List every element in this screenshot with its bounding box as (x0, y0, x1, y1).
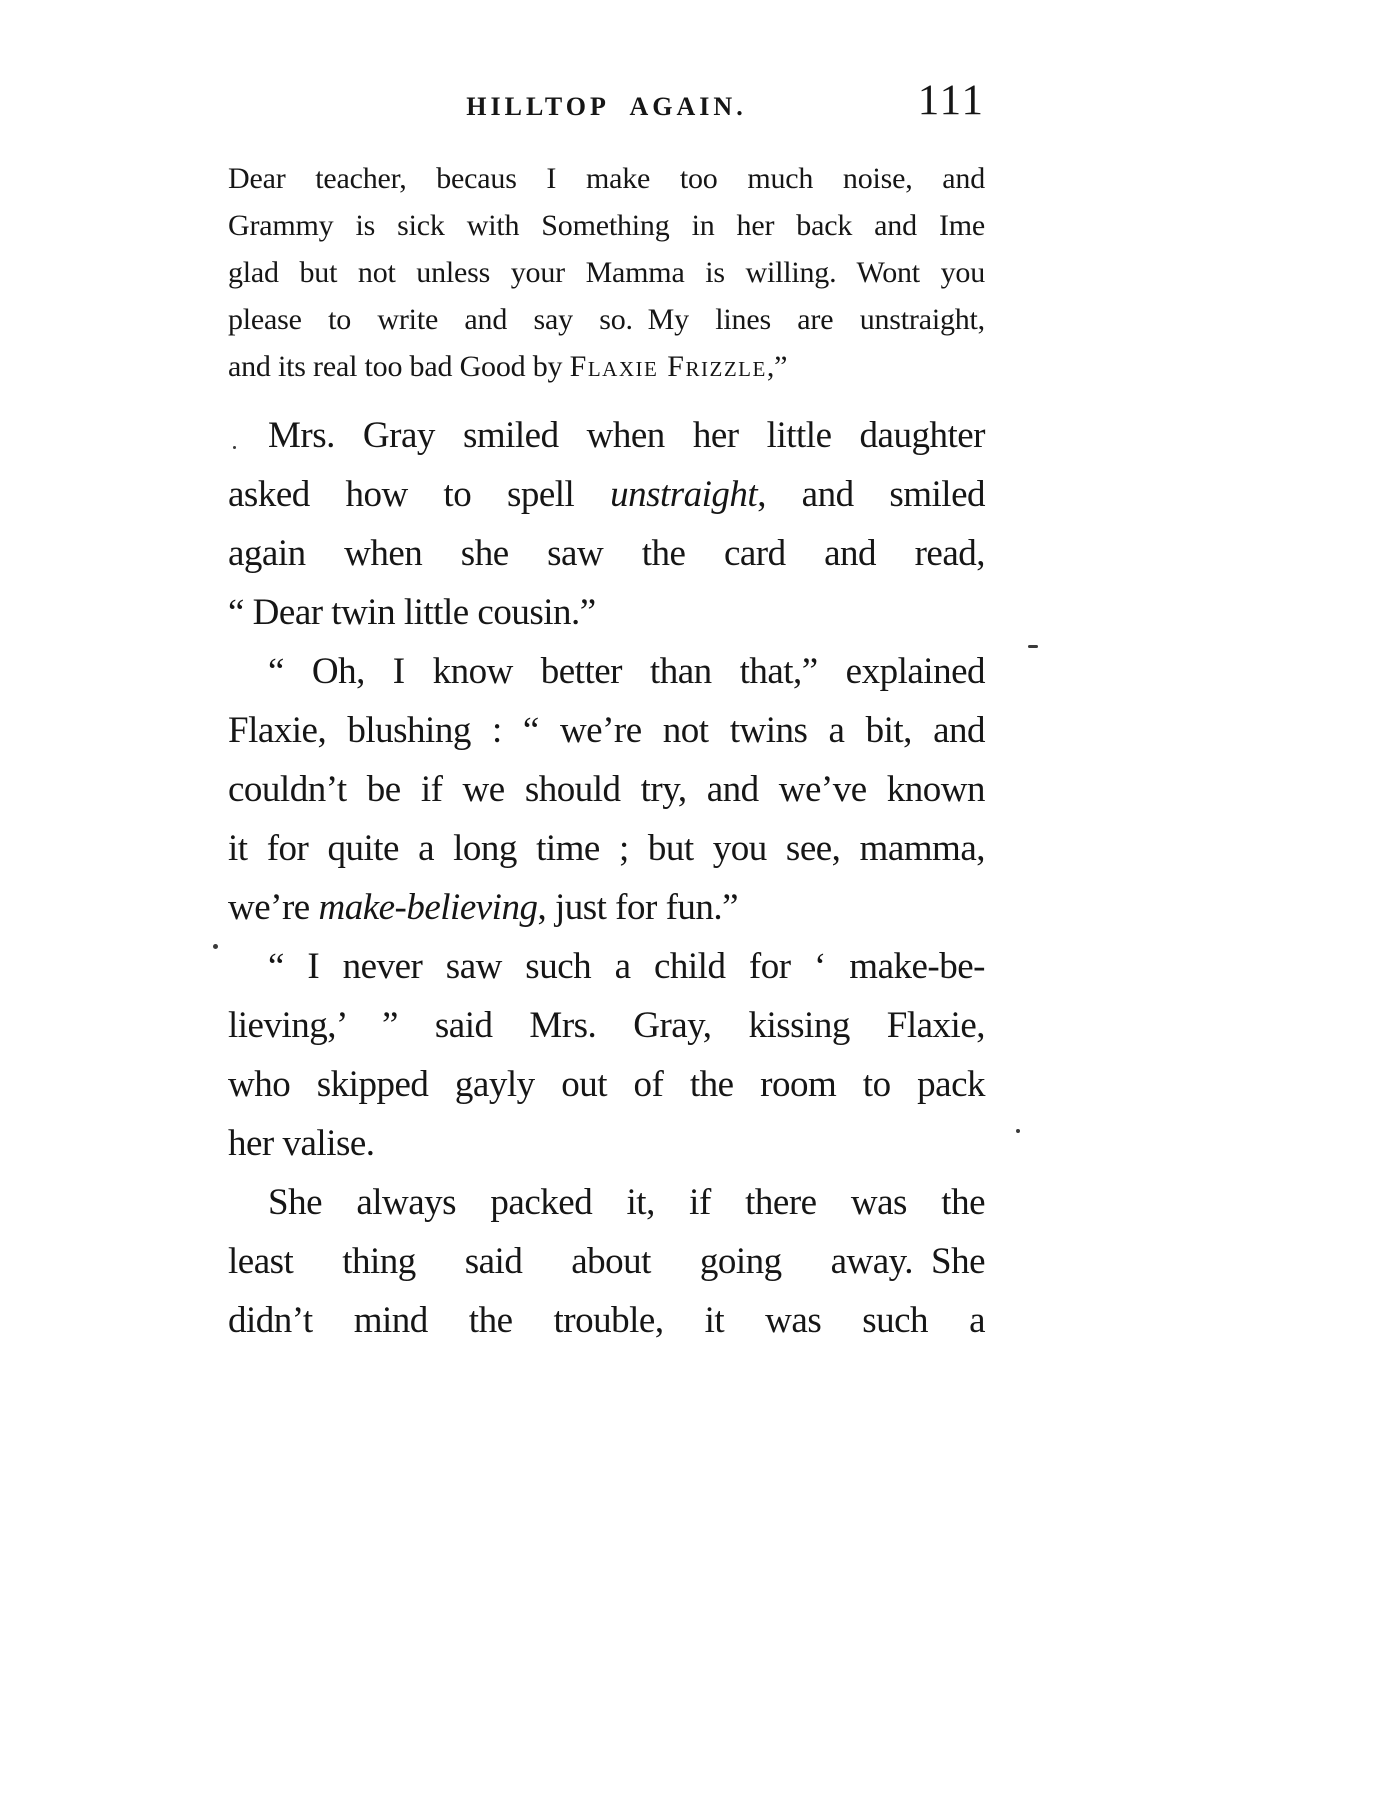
scan-speck (233, 446, 236, 449)
text-line (228, 937, 985, 996)
scan-speck (1016, 1129, 1020, 1133)
text-run: we’re (228, 887, 319, 928)
letter-line (228, 343, 985, 390)
text-line (228, 1291, 985, 1350)
text-line (228, 642, 985, 701)
scan-speck (1028, 645, 1038, 648)
text-line (228, 878, 985, 937)
text-line (228, 819, 985, 878)
text-run: ,” (766, 350, 788, 383)
text-line (228, 760, 985, 819)
text-run: it for quite a long time ; but you see, mamma, (228, 828, 985, 869)
letter-line (228, 155, 985, 202)
text-line (228, 996, 985, 1055)
text-line (228, 1055, 985, 1114)
paragraph (228, 1173, 985, 1350)
text-line (228, 465, 985, 524)
letter-line (228, 249, 985, 296)
text-run: and its real too bad Good by (228, 350, 570, 383)
text-run: glad but not unless your Mamma is willing. Wont you (228, 256, 985, 289)
text-run: “ I never saw such a child for ‘ make-be- (268, 946, 985, 987)
text-line (228, 1173, 985, 1232)
letter-line (228, 296, 985, 343)
text-run: Dear teacher, becaus I make too much noise, and (228, 162, 985, 195)
text-line (228, 524, 985, 583)
text-line (228, 701, 985, 760)
text-line (228, 406, 985, 465)
paragraph (228, 937, 985, 1173)
text-run: again when she saw the card and read, (228, 533, 985, 574)
text-run: “ Dear twin little cousin.” (228, 592, 596, 633)
text-run: , just for fun.” (537, 887, 739, 928)
page-header (228, 77, 985, 130)
letter-excerpt (228, 155, 985, 390)
text-run: Flaxie, blushing : “ we’re not twins a bit, and (228, 710, 985, 751)
text-line (228, 1232, 985, 1291)
text-run: , and smiled (757, 474, 985, 515)
italic-word: make-believing (318, 887, 538, 928)
page-number: 111 (917, 77, 985, 124)
text-run: who skipped gayly out of the room to pack (228, 1064, 985, 1105)
text-run: please to write and say so. My lines are unstraight, (228, 303, 985, 336)
text-run: couldn’t be if we should try, and we’ve known (228, 769, 985, 810)
text-run: her valise. (228, 1123, 375, 1164)
body-text (228, 406, 985, 1350)
text-line (228, 1114, 985, 1173)
text-run: “ Oh, I know better than that,” explained (268, 651, 985, 692)
text-run: least thing said about going away. She (228, 1241, 985, 1282)
letter-line (228, 202, 985, 249)
paragraph (228, 406, 985, 642)
text-run: didn’t mind the trouble, it was such a (228, 1300, 985, 1341)
italic-word: unstraight (610, 474, 758, 515)
paragraph (228, 642, 985, 937)
text-run: asked how to spell (228, 474, 611, 515)
small-caps-signature: Flaxie Frizzle (569, 350, 767, 383)
running-head-title: HILLTOP AGAIN. (466, 92, 747, 121)
text-run: lieving,’ ” said Mrs. Gray, kissing Flaxie, (228, 1005, 985, 1046)
text-run: Mrs. Gray smiled when her little daughter (268, 415, 985, 456)
text-run: She always packed it, if there was the (268, 1182, 985, 1223)
text-run: Grammy is sick with Something in her back and Ime (228, 209, 985, 242)
scan-speck (213, 944, 218, 949)
text-line (228, 583, 985, 642)
